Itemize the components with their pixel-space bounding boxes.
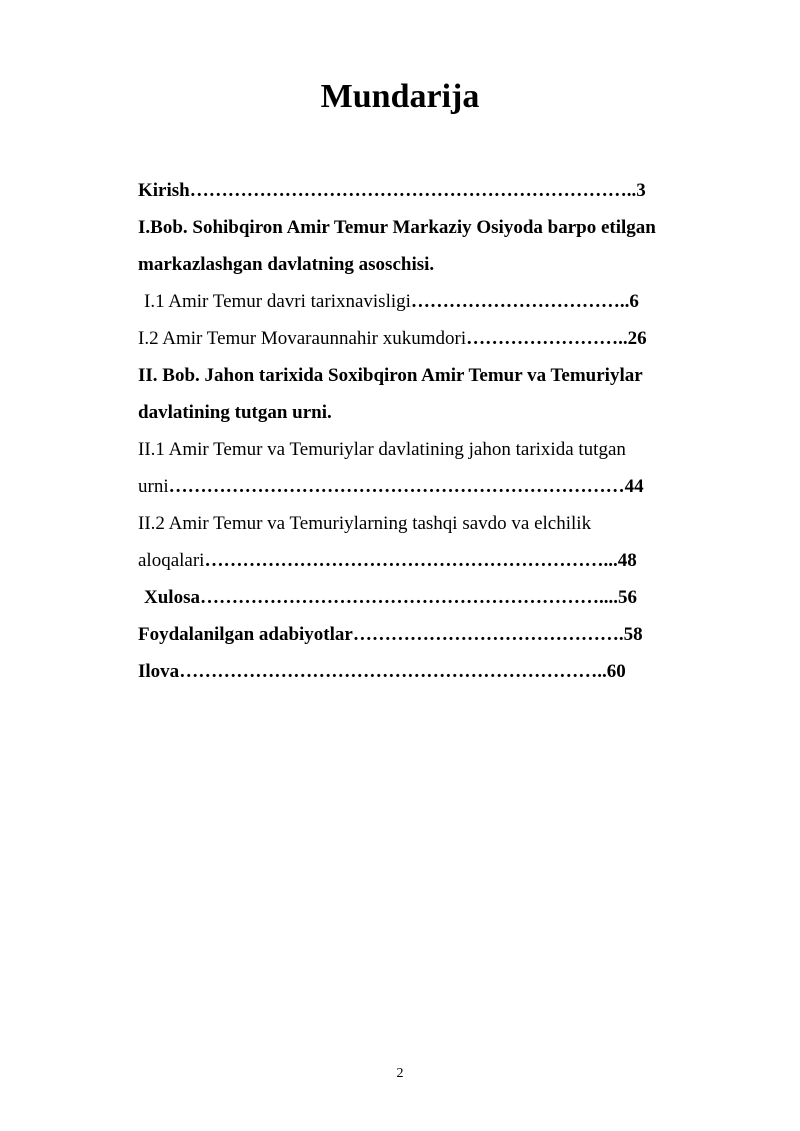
toc-dot-leader: …………………….. <box>466 328 628 349</box>
toc-chapter-1-line-2[interactable]: markazlashgan davlatning asoschisi. <box>138 254 435 275</box>
toc-dot-leader: ………………………………………………………... <box>204 550 618 571</box>
toc-page-number: 60 <box>606 661 626 682</box>
toc-entry-label: Ilova <box>138 661 180 682</box>
toc-dot-leader: …………………………………………………………….. <box>189 180 637 201</box>
toc-entry-xulosa[interactable] <box>138 579 738 616</box>
toc-entry-kirish[interactable] <box>138 172 738 209</box>
table-of-contents <box>138 172 738 690</box>
toc-entry-adabiyotlar[interactable] <box>138 616 738 653</box>
toc-entry-label: Kirish <box>138 180 190 201</box>
toc-entry-section-1-1[interactable] <box>138 283 738 320</box>
toc-dot-leader: ……………………………………………………….... <box>199 587 618 608</box>
toc-dot-leader: ……………………………………………………………… <box>168 476 625 497</box>
toc-entry-label: I.2 Amir Temur Movaraunnahir xukumdori <box>138 328 467 349</box>
toc-page-number: 3 <box>636 180 646 201</box>
page-title: Mundarija <box>320 78 480 115</box>
toc-entry-section-1-2[interactable] <box>138 320 738 357</box>
toc-page-number: 56 <box>617 587 637 608</box>
toc-chapter-2-line-1[interactable]: II. Bob. Jahon tarixida Soxibqiron Amir Temur va Temuriylar <box>138 365 643 386</box>
page-number: 2 <box>396 1066 404 1081</box>
toc-entry-label: I.1 Amir Temur davri tarixnavisligi <box>144 291 411 312</box>
toc-entry-ilova[interactable] <box>138 653 738 690</box>
toc-dot-leader: ……………………………………. <box>352 624 624 645</box>
toc-chapter-2-line-2[interactable]: davlatining tutgan urni. <box>138 402 332 423</box>
toc-entry-label: Xulosa <box>144 587 200 608</box>
toc-dot-leader: …………………………….. <box>410 291 630 312</box>
toc-entry-label: urni <box>138 476 169 497</box>
toc-entry-section-2-1[interactable] <box>138 468 738 505</box>
toc-page-number: 6 <box>629 291 639 312</box>
toc-page-number: 44 <box>624 476 644 497</box>
toc-page-number: 48 <box>617 550 637 571</box>
toc-section-2-1-line-1[interactable]: II.1 Amir Temur va Temuriylar davlatining jahon tarixida tutgan <box>138 439 626 460</box>
toc-page-number: 26 <box>627 328 647 349</box>
toc-entry-section-2-2[interactable] <box>138 542 738 579</box>
toc-entry-label: Foydalanilgan adabiyotlar <box>138 624 353 645</box>
toc-section-2-2-line-1[interactable]: II.2 Amir Temur va Temuriylarning tashqi savdo va elchilik <box>138 513 592 534</box>
toc-page-number: 58 <box>623 624 643 645</box>
toc-dot-leader: ………………………………………………………….. <box>179 661 607 682</box>
toc-chapter-1-line-1[interactable]: I.Bob. Sohibqiron Amir Temur Markaziy Osiyoda barpo etilgan <box>138 217 656 238</box>
toc-entry-label: aloqalari <box>138 550 205 571</box>
